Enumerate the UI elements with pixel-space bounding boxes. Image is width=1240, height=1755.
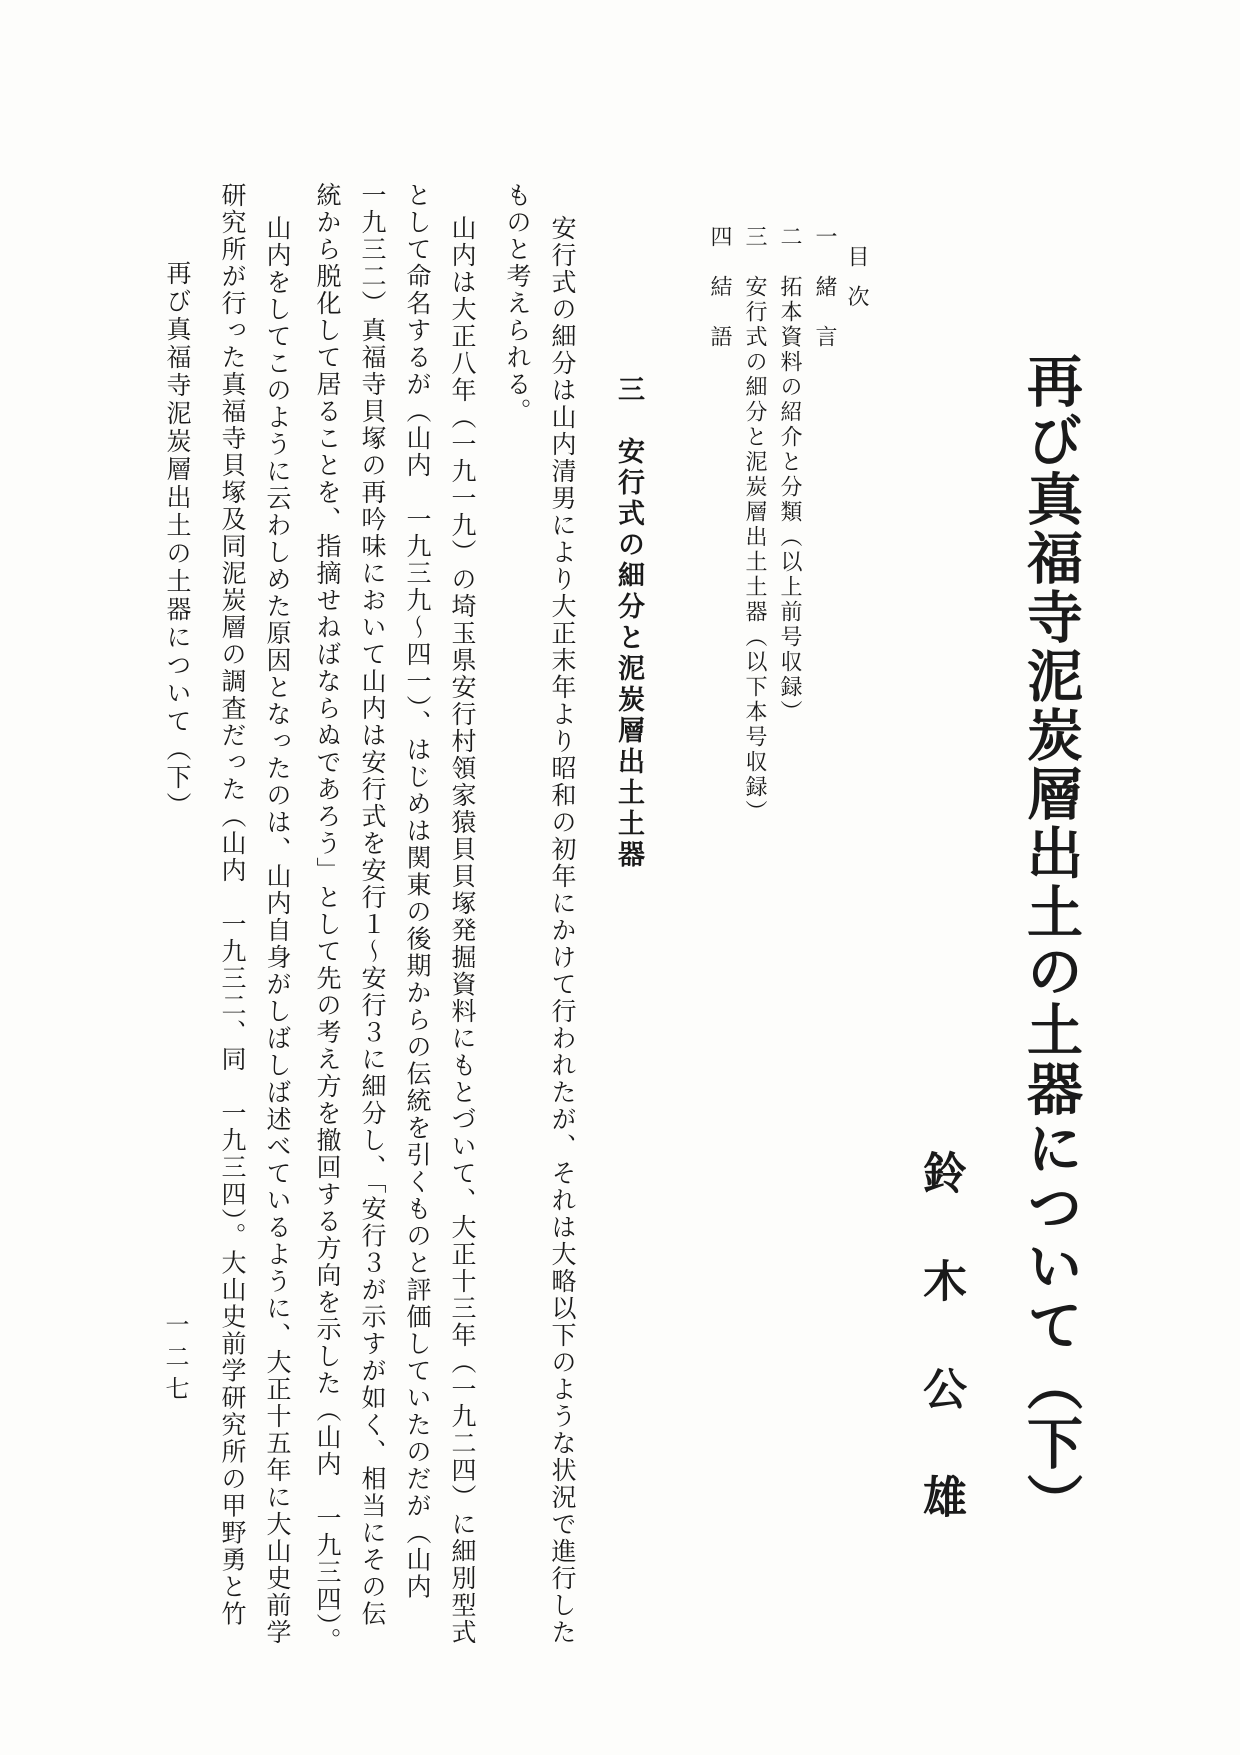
toc-heading: 目次	[844, 245, 869, 325]
article-title: 再び真福寺泥炭層出土の土器について（下）	[1018, 352, 1084, 1532]
body-line: 研究所が行った真福寺貝塚及同泥炭層の調査だった（山内 一九三二、同 一九三四）。大山史前学研究所の甲野勇と竹	[218, 182, 247, 1628]
body-line: 山内は大正八年（一九一九）の埼玉県安行村領家猿貝貝塚発掘資料にもとづいて、大正十三年（一九二四）に細別型式	[448, 215, 477, 1646]
section-heading: 三 安行式の細分と泥炭層出土土器	[613, 375, 644, 871]
toc-item: 四 結 語	[707, 225, 732, 350]
body-line: 統から脱化して居ることを、指摘せねばならぬであろう」として先の考え方を撤回する方向を示した（山内 一九三四）。	[313, 182, 342, 1655]
running-head: 再び真福寺泥炭層出土の土器について（下）	[163, 260, 192, 820]
body-line: ものと考えられる。	[503, 182, 532, 425]
body-line: 山内をしてこのように云わしめた原因となったのは、山内自身がしばしば述べているように、大正十五年に大山史前学	[263, 215, 292, 1646]
body-line: として命名するが（山内 一九三九〜四一）、はじめは関東の後期からの伝統を引くものと評価していたのだが（山内	[403, 182, 432, 1601]
body-line: 安行式の細分は山内清男により大正末年より昭和の初年にかけて行われたが、それは大略以下のような状況で進行した	[548, 215, 577, 1646]
toc-item: 二 拓本資料の紹介と分類（以上前号収録）	[777, 225, 802, 725]
toc-item: 三 安行式の細分と泥炭層出土土器（以下本号収録）	[742, 225, 767, 825]
page-number: 一二七	[161, 1312, 189, 1408]
body-line: 一九三二）真福寺貝塚の再吟味において山内は安行式を安行１〜安行３に細分し、「安行３が示すが如く、相当にその伝	[358, 182, 387, 1628]
toc-item: 一 緒 言	[812, 225, 837, 350]
author-name: 鈴木公雄	[915, 1150, 966, 1582]
